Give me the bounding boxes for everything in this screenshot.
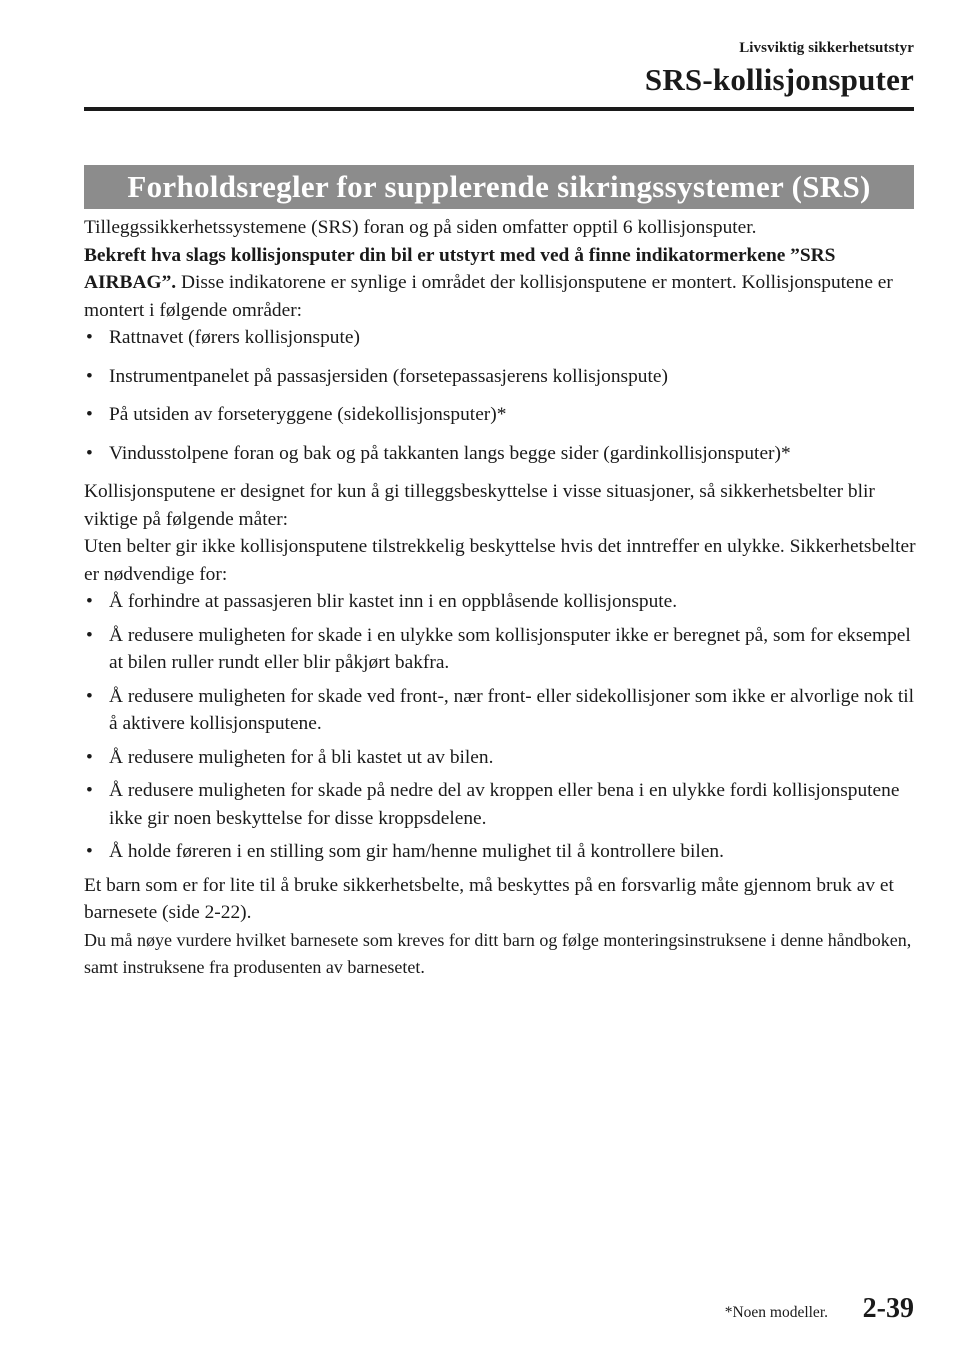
list-item [84,324,920,352]
chapter-title: SRS-kollisjonsputer [644,62,914,97]
list-item [84,744,920,772]
bullet-icon: • [86,327,93,348]
intro-text-2: Disse indikatorene er synlige i området der kollisjonsputene er montert. Kollisjonsputene er montert i følgende områder: [84,272,893,321]
list-item-text: Å holde føreren i en stilling som gir ham/henne mulighet til å kontrollere bilen. [109,841,724,862]
bullet-icon: • [86,442,93,464]
intro-text-1: Tilleggssikkerhetssystemene (SRS) foran og på siden omfatter opptil 6 kollisjonsputer. [84,217,757,238]
list-item [84,440,920,468]
bullet-icon: • [86,746,93,768]
paragraph-3: Uten belter gir ikke kollisjonsputene tilstrekkelig beskyttelse hvis det inntreffer en ulykke. Sikkerhetsbelter er nødvendige for: [84,536,916,585]
bullet-icon: • [86,780,93,801]
list-item [84,683,920,738]
list-item-text: Å redusere muligheten for skade ved front-, nær front- eller sidekollisjoner som ikke er alvorlige nok til å aktivere kollisjonsputene. [109,685,915,734]
list-item [84,363,920,391]
bullet-icon: • [86,624,93,646]
list-item-text: Rattnavet (førers kollisjonspute) [109,327,360,348]
bullet-icon: • [86,841,93,862]
paragraph-5: Du må nøye vurdere hvilket barnesete som kreves for ditt barn og følge monteringsinstruksene i denne håndboken, samt instruksene fra produsenten av barnesetet. [84,929,912,977]
list-item [84,588,920,616]
list-item-text: Å redusere muligheten for skade i en ulykke som kollisjonsputer ikke er beregnet på, som for eksempel at bilen ruller rundt eller blir påkjørt bakfra. [109,624,911,673]
list-item [84,838,920,866]
page-number: 2-39 [862,1293,914,1324]
intro-bold-text: Bekreft hva slags kollisjonsputer din bil er utstyrt med ved å finne indikatormerkene ”SRS AIRBAG”. [84,244,836,293]
list-item [84,401,920,429]
footnote: *Noen modeller. [724,1304,828,1321]
bullet-icon: • [86,591,93,612]
list-item-text: Å forhindre at passasjeren blir kastet inn i en oppblåsende kollisjonspute. [109,591,678,612]
header-rule [84,107,914,111]
bullet-icon: • [86,685,93,707]
bullet-icon: • [86,365,93,387]
list-item-text: Å redusere muligheten for å bli kastet ut av bilen. [109,746,494,768]
belt-reasons-list [84,588,920,866]
paragraph-2: Kollisjonsputene er designet for kun å gi tilleggsbeskyttelse i visse situasjoner, så sikkerhetsbelter blir viktige på følgende måter: [84,481,875,530]
list-item-text: Instrumentpanelet på passasjersiden (forsetepassasjerens kollisjonspute) [109,365,668,387]
section-banner: Forholdsregler for supplerende sikringssystemer (SRS) [84,165,914,209]
list-item-text: På utsiden av forseteryggene (sidekollisjonsputer)* [109,404,507,425]
paragraph-4: Et barn som er for lite til å bruke sikkerhetsbelte, må beskyttes på en forsvarlig måte gjennom bruk av et barnesete (side 2-22). [84,874,894,923]
running-head: Livsviktig sikkerhetsutstyr [739,40,914,56]
intro-paragraph [84,214,920,324]
bullet-icon: • [86,404,93,425]
body-content [84,214,920,982]
list-item [84,622,920,677]
list-item-text: Vindusstolpene foran og bak og på takkanten langs begge sider (gardinkollisjonsputer)* [109,442,791,464]
airbag-locations-list [84,324,920,467]
list-item [84,777,920,832]
list-item-text: Å redusere muligheten for skade på nedre del av kroppen eller bena i en ulykke fordi kollisjonsputene ikke gir noen beskyttelse for disse kroppsdelene. [109,780,900,829]
